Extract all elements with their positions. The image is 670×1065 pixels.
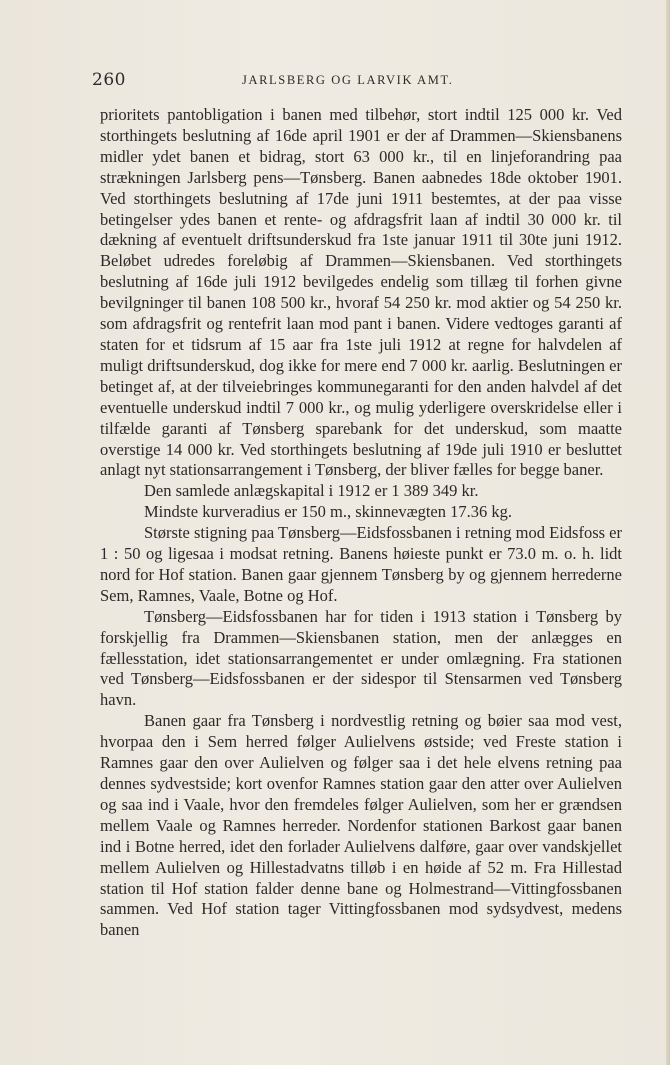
paragraph-curve-radius: Mindste kurveradius er 150 m., skinnevægten 17.36 kg. <box>144 502 512 522</box>
running-title: JARLSBERG OG LARVIK AMT. <box>242 73 454 87</box>
paragraph-stations: Tønsberg—Eidsfossbanen har for tiden i 1913 station i Tønsberg by forskjellig fra Drammen—Skiensbanen station, men der anlægges en fællesstation, idet stationsarrangementet er under omlægning. Fra stationen ved Tønsberg—Eidsfossbanen er der sidespor til Stensarmen ved Tønsberg havn. <box>100 606 622 710</box>
page-edge <box>666 0 670 1065</box>
page-header <box>92 70 622 92</box>
page-number: 260 <box>92 70 126 90</box>
paragraph-route: Banen gaar fra Tønsberg i nordvestlig retning og bøier saa mod vest, hvorpaa den i Sem herred følger Aulielvens østside; ved Freste station i Ramnes gaar den over Aulielven og følger saa i det hele elvens retning paa dennes sydvestside; kort ovenfor Ramnes station gaar den atter over Aulielven og saa ind i Vaale, hvor den fremdeles følger Aulielven, som her er grændsen mellem Vaale og Ramnes herreder. Nordenfor stationen Barkost gaar banen ind i Botne herred, idet den forlader Aulielvens dalføre, gaar over vandskjellet mellem Aulielven og Hillestadvatns tilløb i en høide af 52 m. Fra Hillestad station til Hof station falder denne bane og Holmestrand—Vittingfossbanen sammen. Ved Hof station tager Vittingfossbanen mod sydsydvest, medens banen <box>100 711 622 940</box>
paragraph-financing: prioritets pantobligation i banen med tilbehør, stort indtil 125 000 kr. Ved storthingets beslutning af 16de april 1901 er der af Drammen—Skiensbanens midler ydet banen et bidrag, stort 63 000 kr., til en linjeforandring paa strækningen Jarlsberg pens—Tønsberg. Banen aabnedes 18de oktober 1901. Ved storthingets beslutning af 17de juni 1911 bestemtes, at der paa visse betingelser ydes banen et rente- og afdragsfrit laan af indtil 30 000 kr. til dækning af eventuelt driftsunderskud fra 1ste januar 1911 til 30te juni 1912. Beløbet udredes foreløbig af Drammen—Skiensbanen. Ved storthingets beslutning af 16de juli 1912 bevilgedes endelig som tillæg til forhen givne bevilgninger til banen 108 500 kr., hvoraf 54 250 kr. mod aktier og 54 250 kr. som afdragsfrit og rentefrit laan mod pant i banen. Videre vedtoges garanti af staten for et tidsrum af 15 aar fra 1ste juli 1912 at regne for halvdelen af muligt driftsunderskud, dog ikke for mere end 7 000 kr. aarlig. Beslutningen er betinget af, at der tilveiebringes kommunegaranti for den anden halvdel af det eventuelle underskud indtil 7 000 kr., og mulig yderligere overskridelse eller i tilfælde garanti af Tønsberg sparebank for det underskud, som maatte overstige 14 000 kr. Ved storthingets beslutning af 19de juli 1910 er besluttet anlagt nyt stationsarrangement i Tønsberg, der bliver fælles for begge baner. <box>100 105 622 480</box>
body-text <box>100 105 622 941</box>
paragraph-capital: Den samlede anlægskapital i 1912 er 1 389 349 kr. <box>144 481 479 501</box>
paragraph-gradient: Største stigning paa Tønsberg—Eidsfossbanen i retning mod Eidsfoss er 1 : 50 og ligesaa i modsat retning. Banens høieste punkt er 73.0 m. o. h. lidt nord for Hof station. Banen gaar gjennem Tønsberg by og gjennem herrederne Sem, Ramnes, Vaale, Botne og Hof. <box>100 523 622 605</box>
